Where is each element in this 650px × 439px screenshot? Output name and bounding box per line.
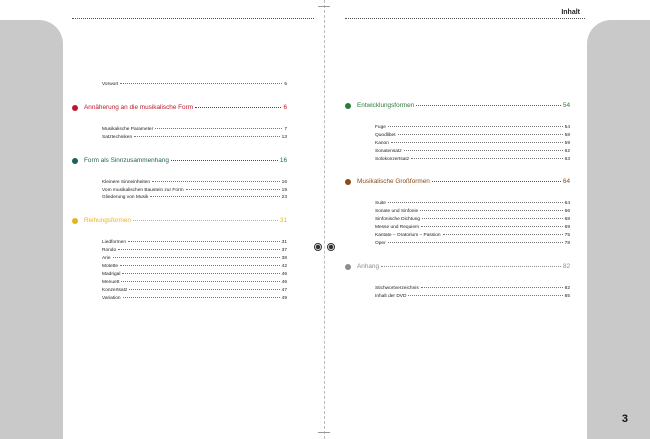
toc-entry[interactable] xyxy=(72,248,287,256)
toc-entry-page: 7 xyxy=(284,126,287,132)
chapter-page: 54 xyxy=(562,102,570,109)
leader-dots xyxy=(122,273,279,274)
leader-dots xyxy=(152,181,280,182)
toc-entry-page: 16 xyxy=(281,179,287,185)
toc-entry-title: Fuge xyxy=(375,125,386,130)
toc-entry-page: 68 xyxy=(564,217,570,223)
leader-dots xyxy=(118,249,280,250)
toc-left-column xyxy=(72,82,287,303)
toc-entry-title: Oper xyxy=(375,240,386,246)
right-margin-tab xyxy=(587,20,650,439)
toc-entry-page: 66 xyxy=(564,209,570,215)
registration-mark-icon xyxy=(327,243,335,251)
leader-dots xyxy=(404,150,563,151)
toc-entry-page: 78 xyxy=(564,240,570,246)
toc-entry[interactable] xyxy=(345,294,570,302)
leader-dots xyxy=(171,160,278,161)
toc-entry-page: 63 xyxy=(564,156,570,162)
leader-dots xyxy=(420,210,562,211)
chapter-page: 31 xyxy=(279,217,287,225)
running-header: Inhalt xyxy=(561,9,580,16)
chapter-bullet-icon xyxy=(345,103,351,109)
toc-entry[interactable] xyxy=(345,233,570,241)
leader-dots xyxy=(408,295,562,296)
toc-entry-title: Gliederung von Musik xyxy=(102,195,149,201)
leader-dots xyxy=(422,218,563,219)
leader-dots xyxy=(421,287,563,288)
toc-chapter[interactable] xyxy=(72,217,287,227)
toc-entry[interactable] xyxy=(345,149,570,157)
chapter-bullet-icon xyxy=(345,264,351,270)
toc-entry[interactable] xyxy=(345,217,570,225)
toc-entry-page: 54 xyxy=(564,125,570,130)
leader-dots xyxy=(421,226,563,227)
toc-entry[interactable] xyxy=(345,125,570,133)
toc-entry-page: 46 xyxy=(281,271,287,277)
toc-entry-page: 37 xyxy=(281,248,287,254)
leader-dots xyxy=(128,241,280,242)
leader-dots xyxy=(129,289,279,290)
leader-dots xyxy=(120,83,282,84)
leader-dots xyxy=(391,142,563,143)
toc-right-column xyxy=(345,102,570,302)
toc-entry-title: Sinfonische Dichtung xyxy=(375,217,421,223)
toc-entry-title: Musikalische Parameter xyxy=(102,126,154,132)
leader-dots xyxy=(388,242,563,243)
toc-entry-vorwort[interactable] xyxy=(72,82,287,90)
toc-entry-page: 31 xyxy=(281,240,287,246)
chapter-title: Annäherung an die musikalische Form xyxy=(84,103,194,111)
chapter-title: Reihungsformen xyxy=(84,217,131,225)
toc-entry-page: 82 xyxy=(564,285,570,291)
leader-dots xyxy=(388,202,563,203)
chapter-bullet-icon xyxy=(72,218,78,224)
toc-entry[interactable] xyxy=(72,296,287,304)
toc-entry-page: 42 xyxy=(281,264,287,270)
toc-entry-title: Kleinere Sinneinheiten xyxy=(102,179,151,185)
toc-entry-title: Variation xyxy=(102,295,121,301)
toc-entry-page: 58 xyxy=(564,132,570,138)
crop-mark-top xyxy=(318,6,330,7)
toc-chapter[interactable] xyxy=(72,104,287,114)
toc-entry-page: 5 xyxy=(284,82,287,87)
toc-chapter[interactable] xyxy=(345,263,570,273)
toc-entry[interactable] xyxy=(72,272,287,280)
leader-dots xyxy=(150,196,279,197)
chapter-title: Form als Sinnzusammenhang xyxy=(84,156,169,164)
toc-entry[interactable] xyxy=(345,141,570,149)
chapter-title: Anhang xyxy=(357,262,380,270)
toc-entry[interactable] xyxy=(72,288,287,296)
toc-chapter[interactable] xyxy=(345,102,570,112)
toc-entry-title: Satztechniken xyxy=(102,134,133,140)
toc-entry-title: Sonate und Sinfonie xyxy=(375,209,419,215)
leader-dots xyxy=(195,107,281,108)
toc-entry-title: Liedformen xyxy=(102,240,126,246)
toc-entry-title: Arie xyxy=(102,256,111,262)
chapter-page: 16 xyxy=(279,156,287,164)
leader-dots xyxy=(120,265,280,266)
leader-dots xyxy=(123,297,280,298)
toc-entry-page: 75 xyxy=(564,233,570,239)
registration-mark-icon xyxy=(314,243,322,251)
leader-dots xyxy=(411,158,563,159)
toc-entry-page: 38 xyxy=(281,256,287,262)
gutter-fold-line xyxy=(324,0,325,439)
toc-entry-title: Stichwortverzeichnis xyxy=(375,285,419,291)
page-number: 3 xyxy=(621,413,628,425)
toc-entry[interactable] xyxy=(345,225,570,233)
toc-entry[interactable] xyxy=(72,264,287,272)
toc-entry-page: 69 xyxy=(564,225,570,231)
toc-entry-page: 49 xyxy=(281,295,287,301)
leader-dots xyxy=(432,181,561,182)
left-margin-tab xyxy=(0,20,63,439)
crop-mark-bottom xyxy=(318,432,330,433)
chapter-title: Musikalische Großformen xyxy=(357,178,430,186)
toc-entry-title: Kanon xyxy=(375,140,389,146)
toc-entry[interactable] xyxy=(345,241,570,249)
leader-dots xyxy=(133,220,278,221)
leader-dots xyxy=(155,128,282,129)
chapter-page: 82 xyxy=(562,262,570,270)
toc-entry-page: 64 xyxy=(564,201,570,207)
toc-entry[interactable] xyxy=(72,280,287,288)
toc-entry[interactable] xyxy=(72,135,287,143)
toc-entry-title: Quodlibet xyxy=(375,132,396,138)
toc-entry-page: 59 xyxy=(564,140,570,146)
toc-chapter[interactable] xyxy=(72,157,287,167)
toc-entry-title: Rondo xyxy=(102,248,117,254)
toc-entry-page: 46 xyxy=(281,279,287,285)
chapter-bullet-icon xyxy=(72,105,78,111)
toc-entry-title: Menuett xyxy=(102,279,120,285)
leader-dots xyxy=(113,257,280,258)
chapter-page: 64 xyxy=(562,178,570,186)
toc-entry[interactable] xyxy=(72,195,287,203)
toc-entry-title: Solokonzertsatz xyxy=(375,156,410,162)
toc-entry-title: Madrigal xyxy=(102,271,121,277)
toc-entry-title: Vom musikalischen Baustein zur Form xyxy=(102,187,184,193)
toc-entry-page: 13 xyxy=(281,134,287,140)
chapter-page: 6 xyxy=(283,103,287,111)
toc-entry-title: Motette xyxy=(102,264,118,270)
chapter-bullet-icon xyxy=(72,158,78,164)
header-rule-left xyxy=(72,18,314,19)
leader-dots xyxy=(121,281,279,282)
leader-dots xyxy=(416,105,561,106)
toc-entry-title: Sonatensatz xyxy=(375,148,402,154)
toc-entry-page: 47 xyxy=(281,287,287,293)
toc-entry[interactable] xyxy=(72,180,287,188)
toc-entry-page: 85 xyxy=(564,293,570,299)
header-rule-right xyxy=(345,18,585,19)
toc-entry[interactable] xyxy=(345,133,570,141)
toc-entry-page: 62 xyxy=(564,148,570,154)
leader-dots xyxy=(388,126,563,127)
toc-entry-title: Inhalt der DVD xyxy=(375,293,407,299)
toc-entry-title: Messe und Requiem xyxy=(375,225,419,231)
toc-entry-page: 19 xyxy=(281,187,287,193)
toc-entry[interactable] xyxy=(72,127,287,135)
chapter-title: Entwicklungsformen xyxy=(357,102,415,109)
toc-entry[interactable] xyxy=(345,286,570,294)
toc-chapter[interactable] xyxy=(345,178,570,188)
toc-entry[interactable] xyxy=(72,256,287,264)
leader-dots xyxy=(398,134,563,135)
leader-dots xyxy=(443,234,563,235)
toc-entry[interactable] xyxy=(345,157,570,165)
leader-dots xyxy=(186,189,280,190)
toc-entry-title: Vorwort xyxy=(102,82,119,87)
chapter-bullet-icon xyxy=(345,179,351,185)
toc-entry-page: 23 xyxy=(281,195,287,201)
toc-entry-title: Konzertsatz xyxy=(102,287,128,293)
toc-entry-title: Suite xyxy=(375,201,386,207)
leader-dots xyxy=(134,136,280,137)
toc-entry-title: Kantate – Oratorium – Passion xyxy=(375,233,441,239)
leader-dots xyxy=(381,266,561,267)
